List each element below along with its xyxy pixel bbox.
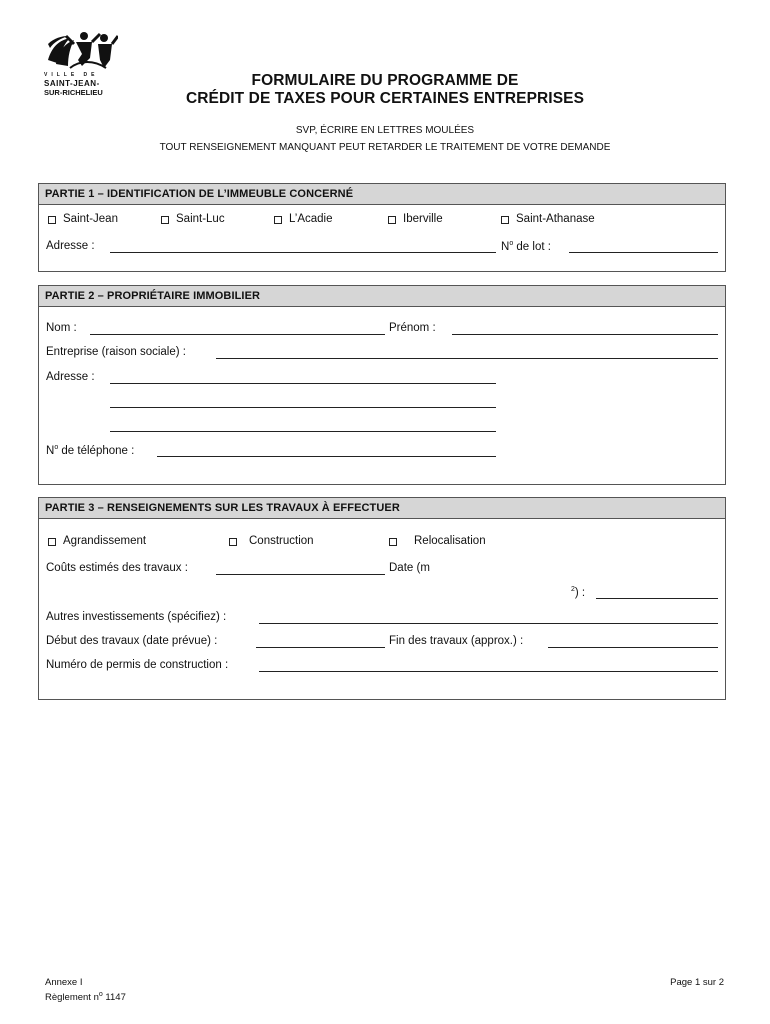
form-title-line1: FORMULAIRE DU PROGRAMME DE <box>251 72 519 89</box>
telephone-label-sup: o <box>54 444 59 451</box>
reglement-number: 1147 <box>102 992 126 1004</box>
checkbox-relocalisation[interactable] <box>389 538 397 546</box>
section-partie-1 <box>38 183 726 272</box>
lot-label <box>501 240 551 253</box>
reglement-text <box>45 989 126 1004</box>
telephone-label <box>46 444 134 457</box>
adresse-proprietaire-field-1[interactable] <box>110 383 496 384</box>
footer-annexe <box>45 977 126 1004</box>
checkbox-saint-luc[interactable] <box>161 216 169 224</box>
entreprise-label: Entreprise (raison sociale) : <box>46 346 186 358</box>
logo-text-sur-richelieu: SUR-RICHELIEU <box>44 88 103 97</box>
annexe-text: Annexe I <box>45 977 83 988</box>
checkbox-label-saint-jean: Saint-Jean <box>63 213 118 225</box>
adresse-proprietaire-field-2[interactable] <box>110 407 496 408</box>
checkbox-label-relocalisation: Relocalisation <box>414 535 486 547</box>
entreprise-field[interactable] <box>216 358 718 359</box>
fin-travaux-label: Fin des travaux (approx.) : <box>389 635 524 647</box>
date-label: Date (m <box>389 562 430 574</box>
checkbox-iberville[interactable] <box>388 216 396 224</box>
fin-travaux-field[interactable] <box>548 647 718 648</box>
m2-label <box>571 586 585 599</box>
adresse-field[interactable] <box>110 252 496 253</box>
telephone-field[interactable] <box>157 456 496 457</box>
checkbox-label-agrandissement: Agrandissement <box>63 535 147 547</box>
nom-label: Nom : <box>46 322 77 334</box>
autres-investissements-field[interactable] <box>259 623 718 624</box>
checkbox-label-saint-luc: Saint-Luc <box>176 213 225 225</box>
adresse-proprietaire-field-3[interactable] <box>110 431 496 432</box>
m2-label-sup: 2 <box>571 586 575 593</box>
reglement-sup: o <box>98 991 103 998</box>
prenom-label: Prénom : <box>389 322 436 334</box>
autres-investissements-label: Autres investissements (spécifiez) : <box>46 611 227 623</box>
instruction-block-letters: SVP, ÉCRIRE EN LETTRES MOULÉES <box>295 125 475 136</box>
m2-field[interactable] <box>596 598 718 599</box>
adresse-proprietaire-label: Adresse : <box>46 371 95 383</box>
section-title-partie-3: PARTIE 3 – RENSEIGNEMENTS SUR LES TRAVAUX À EFFECTUER <box>39 498 725 519</box>
reglement-prefix: Règlement n <box>45 992 99 1004</box>
section-partie-2 <box>38 285 726 485</box>
couts-field[interactable] <box>216 574 385 575</box>
logo-text-ville-de: VILLE DE <box>44 72 99 78</box>
debut-travaux-field[interactable] <box>256 647 385 648</box>
checkbox-agrandissement[interactable] <box>48 538 56 546</box>
telephone-label-text: de téléphone : <box>58 444 135 457</box>
lot-label-sup: o <box>509 240 514 247</box>
debut-travaux-label: Début des travaux (date prévue) : <box>46 635 218 647</box>
checkbox-label-construction: Construction <box>249 535 314 547</box>
section-title-partie-1: PARTIE 1 – IDENTIFICATION DE L’IMMEUBLE CONCERNÉ <box>39 184 725 205</box>
checkbox-saint-athanase[interactable] <box>501 216 509 224</box>
section-title-partie-2: PARTIE 2 – PROPRIÉTAIRE IMMOBILIER <box>39 286 725 307</box>
instruction-missing-info: TOUT RENSEIGNEMENT MANQUANT PEUT RETARDER LE TRAITEMENT DE VOTRE DEMANDE <box>159 142 611 153</box>
lot-label-n: N <box>501 240 510 253</box>
checkbox-lacadie[interactable] <box>274 216 282 224</box>
nom-field[interactable] <box>90 334 385 335</box>
m2-label-text: ) : <box>574 586 586 599</box>
checkbox-label-lacadie: L’Acadie <box>289 213 333 225</box>
lot-label-text: de lot : <box>513 240 551 253</box>
logo-text-saint-jean: SAINT-JEAN- <box>44 79 100 88</box>
checkbox-construction[interactable] <box>229 538 237 546</box>
permis-label: Numéro de permis de construction : <box>46 659 229 671</box>
form-title-line2: CRÉDIT DE TAXES POUR CERTAINES ENTREPRISES <box>185 90 585 107</box>
permis-field[interactable] <box>259 671 718 672</box>
couts-label: Coûts estimés des travaux : <box>46 562 188 574</box>
city-logo-emblem-icon <box>46 30 118 74</box>
checkbox-saint-jean[interactable] <box>48 216 56 224</box>
adresse-label: Adresse : <box>46 240 95 252</box>
telephone-label-n: N <box>46 444 55 457</box>
prenom-field[interactable] <box>452 334 718 335</box>
page-number: Page 1 sur 2 <box>670 977 724 988</box>
checkbox-label-saint-athanase: Saint-Athanase <box>516 213 595 225</box>
checkbox-label-iberville: Iberville <box>403 213 443 225</box>
lot-field[interactable] <box>569 252 718 253</box>
section-partie-3 <box>38 497 726 700</box>
